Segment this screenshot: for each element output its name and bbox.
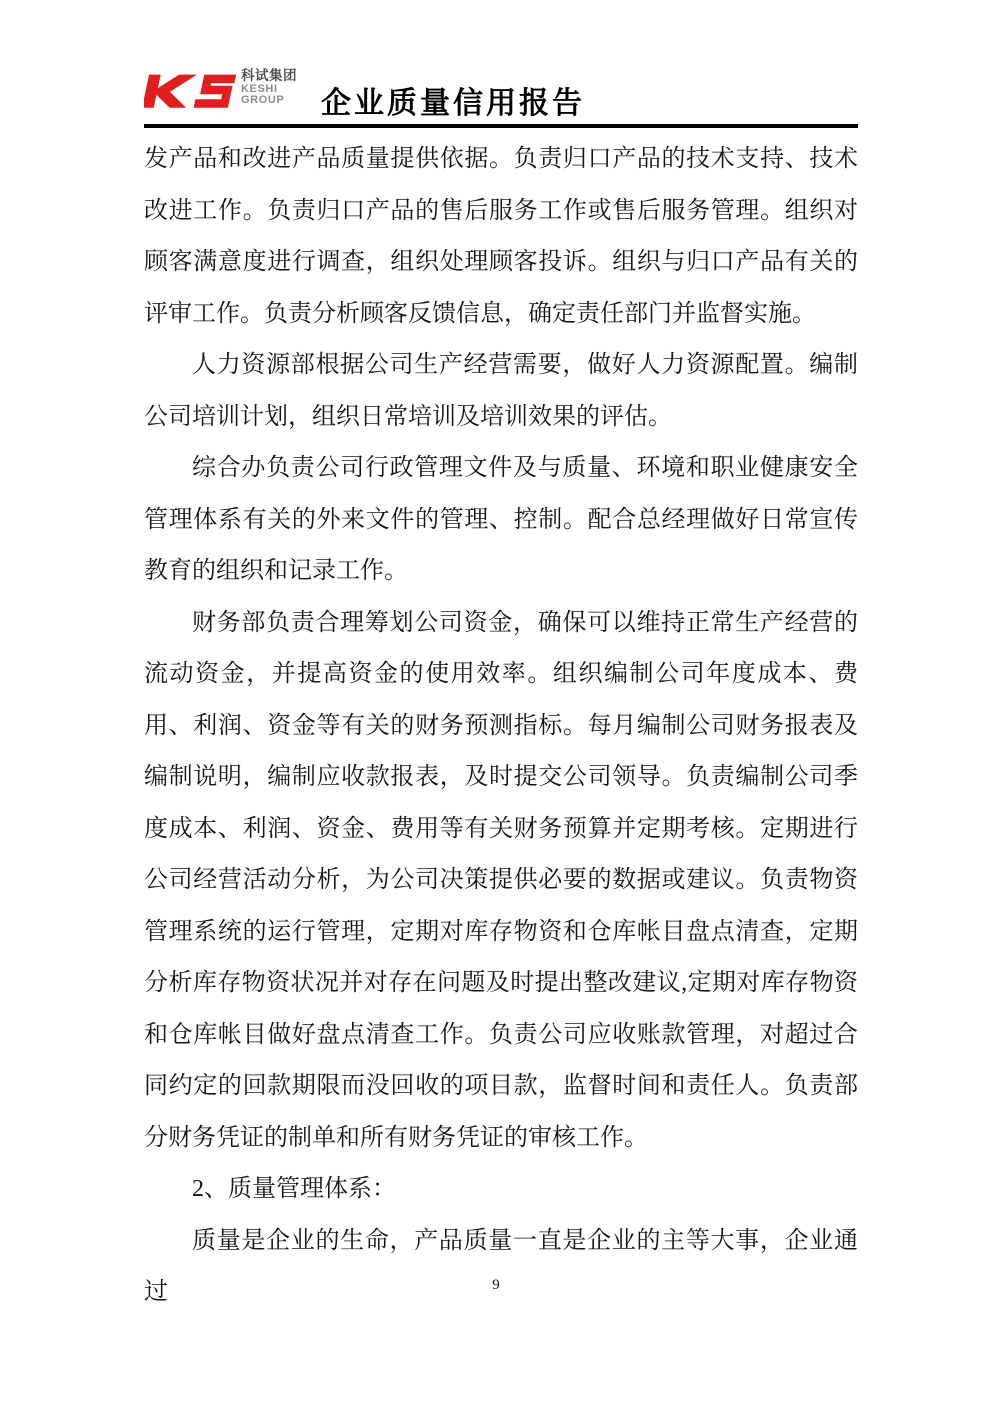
header-divider bbox=[144, 124, 858, 128]
paragraph: 质量是企业的生命，产品质量一直是企业的主等大事，企业通过 bbox=[144, 1227, 858, 1305]
document-body bbox=[144, 134, 858, 1319]
company-name-cn: 科试集团 bbox=[241, 68, 297, 83]
company-logo bbox=[144, 68, 297, 112]
company-name-en-line1: KESHI bbox=[241, 82, 278, 95]
page-footer bbox=[0, 1276, 992, 1294]
page-header bbox=[144, 60, 858, 122]
paragraph: 人力资源部根据公司生产经营需要，做好人力资源配置。编制公司培训计划，组织日常培训及培训效果的评估。 bbox=[144, 352, 858, 430]
paragraph: 2、质量管理体系： bbox=[192, 1176, 396, 1202]
paragraph: 综合办负责公司行政管理文件及与质量、环境和职业健康安全管理体系有关的外来文件的管理、控制。配合总经理做好日常宣传教育的组织和记录工作。 bbox=[144, 455, 858, 584]
paragraph: 财务部负责合理筹划公司资金，确保可以维持正常生产经营的流动资金，并提高资金的使用效率。组织编制公司年度成本、费用、利润、资金等有关的财务预测指标。每月编制公司财务报表及编制说明，编制应收款报表，及时提交公司领导。负责编制公司季度成本、利润、资金、费用等有关财务预算并定期考核。定期进行公司经营活动分析，为公司决策提供必要的数据或建议。负责物资管理系统的运行管理，定期对库存物资和仓库帐目盘点清查，定期分析库存物资状况并对存在问题及时提出整改建议,定期对库存物资和仓库帐目做好盘点清查工作。负责公司应收账款管理，对超过合同约定的回款期限而没回收的项目款，监督时间和责任人。负责部分财务凭证的制单和所有财务凭证的审核工作。 bbox=[144, 609, 858, 1151]
company-name-en-line2: GROUP bbox=[241, 94, 285, 107]
page-title: 企业质量信用报告 bbox=[321, 87, 585, 120]
page-number: 9 bbox=[492, 1277, 500, 1293]
company-logo-text bbox=[241, 69, 297, 107]
ks-logo-icon bbox=[144, 68, 236, 112]
paragraph: 发产品和改进产品质量提供依据。负责归口产品的技术支持、技术改进工作。负责归口产品的售后服务工作或售后服务管理。组织对顾客满意度进行调查，组织处理顾客投诉。组织与归口产品有关的评审工作。负责分析顾客反馈信息，确定责任部门并监督实施。 bbox=[144, 146, 858, 327]
